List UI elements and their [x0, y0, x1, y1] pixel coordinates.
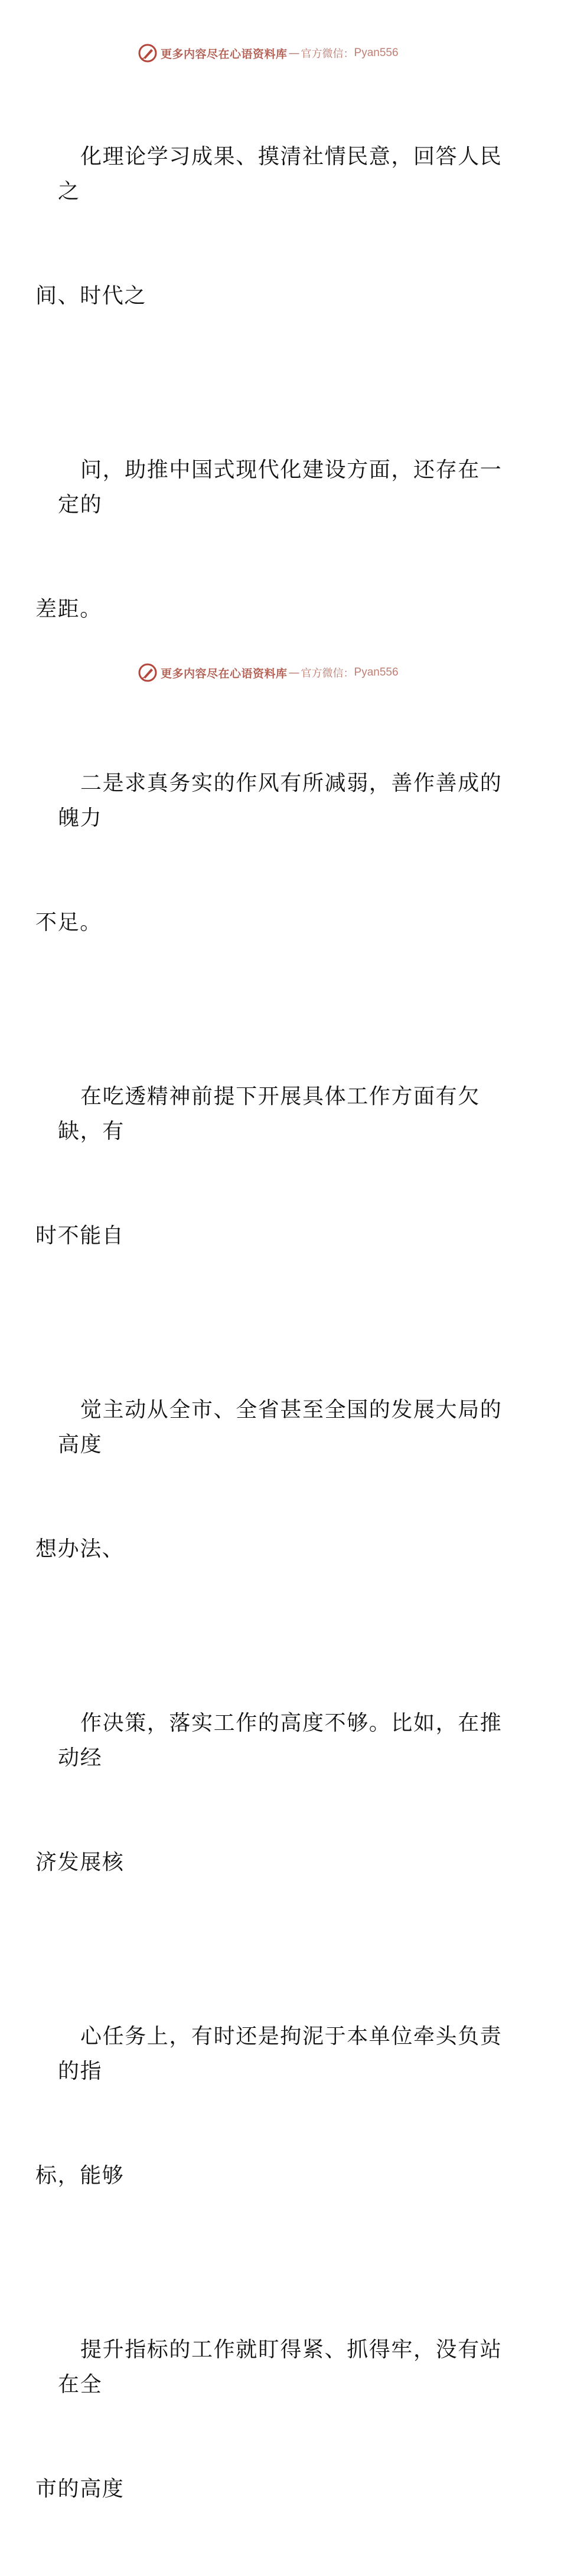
text-line-4-second: 时不能自	[35, 1224, 125, 1248]
text-line-8	[35, 2263, 507, 2576]
watermark-wechat-label: 官方微信：	[301, 48, 354, 60]
quill-logo-icon	[138, 44, 157, 63]
text-line-5-second: 想办法、	[35, 1537, 125, 1561]
text-line-5	[35, 1323, 507, 1636]
text-line-3-first: 二是求真务实的作风有所减弱，善作善成的魄力	[58, 771, 503, 830]
text-line-4-first: 在吃透精神前提下开展具体工作方面有欠缺，有	[58, 1084, 480, 1143]
watermark-wechat-id: Pyan556	[354, 666, 399, 679]
watermark-dash: —	[288, 666, 300, 679]
document-body	[35, 70, 507, 2576]
quill-logo-icon	[138, 663, 157, 682]
text-line-4	[35, 1010, 507, 1323]
text-line-8-first: 提升指标的工作就盯得紧、抓得牢，没有站在全	[58, 2338, 503, 2397]
text-line-2-second: 差距。	[35, 597, 102, 621]
text-line-3	[35, 696, 507, 1010]
text-line-2	[35, 383, 507, 696]
watermark-site-name: 更多内容尽在心语资料库	[161, 47, 288, 61]
text-line-7	[35, 1949, 507, 2263]
text-line-7-second: 标，能够	[35, 2164, 125, 2188]
watermark-wechat-id: Pyan556	[354, 47, 399, 59]
text-line-8-second: 市的高度	[35, 2477, 125, 2501]
text-line-1-first: 化理论学习成果、摸清社情民意，回答人民之	[58, 145, 503, 204]
text-line-1	[35, 70, 507, 383]
footer-watermark	[138, 662, 399, 683]
text-line-6-second: 济发展核	[35, 1850, 125, 1874]
text-line-3-second: 不足。	[35, 910, 102, 935]
text-line-6-first: 作决策，落实工作的高度不够。比如，在推动经	[58, 1711, 503, 1770]
watermark-wechat-label: 官方微信：	[301, 667, 354, 680]
watermark-dash: —	[288, 47, 300, 60]
header-watermark	[138, 42, 399, 64]
text-line-6	[35, 1636, 507, 1949]
text-line-5-first: 觉主动从全市、全省甚至全国的发展大局的高度	[58, 1398, 503, 1457]
text-line-2-first: 问，助推中国式现代化建设方面，还存在一定的	[58, 458, 503, 517]
watermark-site-name: 更多内容尽在心语资料库	[161, 667, 288, 680]
text-line-7-first: 心任务上，有时还是拘泥于本单位牵头负责的指	[58, 2024, 503, 2083]
text-line-1-second: 间、时代之	[35, 284, 147, 308]
